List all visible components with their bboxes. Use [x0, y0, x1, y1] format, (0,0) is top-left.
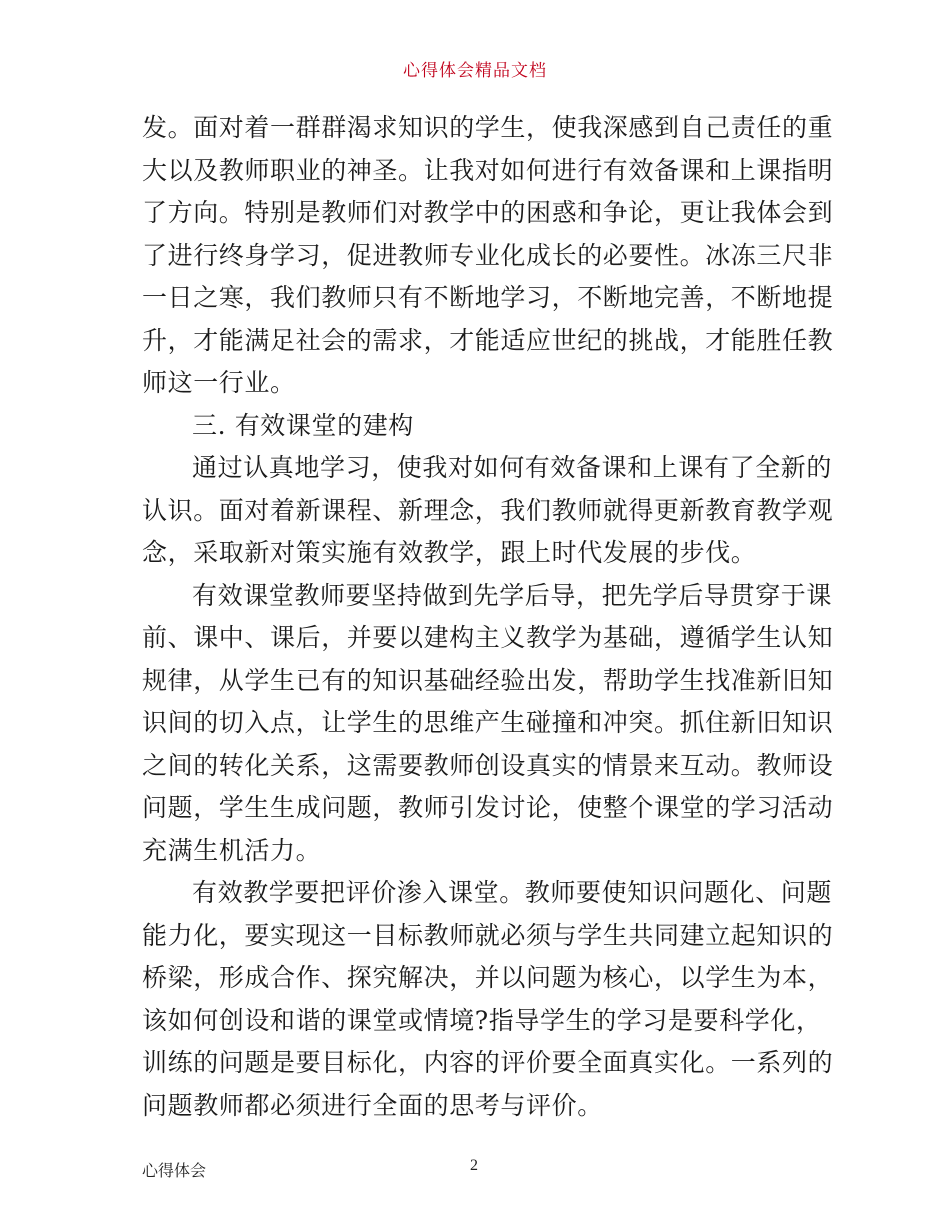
body-line: 前、课中、课后，并要以建构主义教学为基础，遵循学生认知	[142, 623, 834, 652]
body-line: 认识。面对着新课程、新理念，我们教师就得更新教育教学观	[142, 495, 834, 525]
body-line: 有效教学要把评价渗入课堂。教师要使知识问题化、问题	[192, 878, 833, 907]
body-line: 了进行终身学习，促进教师专业化成长的必要性。冰冻三尺非	[142, 240, 834, 270]
body-line: 通过认真地学习，使我对如何有效备课和上课有了全新的	[192, 453, 833, 482]
body-line: 一日之寒，我们教师只有不断地学习，不断地完善，不断地提	[142, 283, 834, 312]
page-number: 2	[470, 1157, 478, 1174]
body-line: 念，采取新对策实施有效教学，跟上时代发展的步伐。	[142, 538, 757, 567]
page-header-title: 心得体会精品文档	[403, 61, 547, 81]
footer-label: 心得体会	[142, 1161, 207, 1180]
body-line: 之间的转化关系，这需要教师创设真实的情景来互动。教师设	[142, 750, 834, 780]
body-line: 师这一行业。	[142, 368, 296, 397]
body-line: 训练的问题是要目标化，内容的评价要全面真实化。一系列的	[142, 1048, 834, 1077]
body-line: 问题，学生生成问题，教师引发讨论，使整个课堂的学习活动	[142, 793, 834, 822]
document-body	[142, 107, 834, 1127]
body-line: 能力化，要实现这一目标教师就必须与学生共同建立起知识的	[142, 920, 834, 950]
body-line: 该如何创设和谐的课堂或情境?指导学生的学习是要科学化，	[142, 1005, 822, 1035]
body-line: 升，才能满足社会的需求，才能适应世纪的挑战，才能胜任教	[142, 325, 834, 355]
body-line: 发。面对着一群群渴求知识的学生，使我深感到自己责任的重	[142, 113, 834, 142]
body-line: 桥梁，形成合作、探究解决，并以问题为核心，以学生为本，	[142, 963, 834, 992]
section-heading: 三. 有效课堂的建构	[192, 410, 414, 440]
body-line: 了方向。特别是教师们对教学中的困惑和争论，更让我体会到	[142, 198, 834, 227]
body-line: 大以及教师职业的神圣。让我对如何进行有效备课和上课指明	[142, 155, 834, 185]
body-line: 问题教师都必须进行全面的思考与评价。	[142, 1090, 603, 1120]
body-line: 规律，从学生已有的知识基础经验出发，帮助学生找准新旧知	[142, 665, 834, 695]
body-line: 识间的切入点，让学生的思维产生碰撞和冲突。抓住新旧知识	[142, 708, 834, 737]
body-line: 充满生机活力。	[142, 835, 322, 865]
body-line: 有效课堂教师要坚持做到先学后导，把先学后导贯穿于课	[192, 580, 833, 610]
